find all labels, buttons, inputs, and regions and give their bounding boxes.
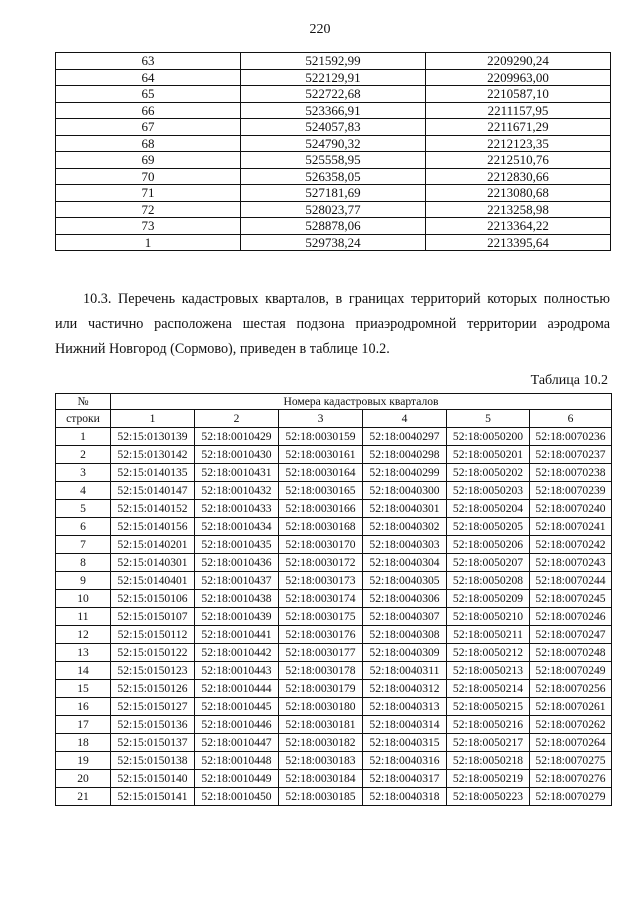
- cadastral-number-cell: 52:18:0040318: [363, 788, 447, 806]
- cadastral-number-cell: 52:18:0010430: [195, 446, 279, 464]
- coord-x-cell: 522722,68: [241, 86, 426, 103]
- table-subheader-row: [56, 410, 612, 428]
- row-number-cell: 13: [56, 644, 111, 662]
- table-row: [56, 518, 612, 536]
- cadastral-number-cell: 52:18:0030164: [279, 464, 363, 482]
- cadastral-number-cell: 52:18:0040298: [363, 446, 447, 464]
- row-number-cell: 17: [56, 716, 111, 734]
- table-row: [56, 536, 612, 554]
- table-row: [56, 770, 612, 788]
- row-number-cell: 10: [56, 590, 111, 608]
- cadastral-number-cell: 52:18:0070240: [530, 500, 612, 518]
- header-col-5: 5: [447, 410, 530, 428]
- table-row: [56, 572, 612, 590]
- row-number-cell: 16: [56, 698, 111, 716]
- cadastral-number-cell: 52:18:0050204: [447, 500, 530, 518]
- cadastral-number-cell: 52:18:0010450: [195, 788, 279, 806]
- table-row: [56, 662, 612, 680]
- cadastral-number-cell: 52:18:0030185: [279, 788, 363, 806]
- cadastral-number-cell: 52:18:0050218: [447, 752, 530, 770]
- cadastral-number-cell: 52:18:0040307: [363, 608, 447, 626]
- cadastral-number-cell: 52:18:0050209: [447, 590, 530, 608]
- coord-row: [56, 218, 611, 235]
- coord-point-cell: 68: [56, 135, 241, 152]
- cadastral-number-cell: 52:15:0150112: [111, 626, 195, 644]
- cadastral-number-cell: 52:18:0050223: [447, 788, 530, 806]
- cadastral-number-cell: 52:18:0070239: [530, 482, 612, 500]
- coord-point-cell: 71: [56, 185, 241, 202]
- row-number-cell: 20: [56, 770, 111, 788]
- cadastral-number-cell: 52:18:0040297: [363, 428, 447, 446]
- table-row: [56, 752, 612, 770]
- cadastral-number-cell: 52:15:0130142: [111, 446, 195, 464]
- cadastral-number-cell: 52:18:0010448: [195, 752, 279, 770]
- cadastral-number-cell: 52:15:0140201: [111, 536, 195, 554]
- header-col-2: 2: [195, 410, 279, 428]
- cadastral-number-cell: 52:18:0040300: [363, 482, 447, 500]
- row-number-cell: 18: [56, 734, 111, 752]
- coord-y-cell: 2211671,29: [426, 119, 611, 136]
- coord-row: [56, 201, 611, 218]
- header-col-3: 3: [279, 410, 363, 428]
- coord-y-cell: 2209290,24: [426, 53, 611, 70]
- cadastral-number-cell: 52:18:0070276: [530, 770, 612, 788]
- cadastral-number-cell: 52:18:0030166: [279, 500, 363, 518]
- coord-y-cell: 2210587,10: [426, 86, 611, 103]
- cadastral-number-cell: 52:15:0140301: [111, 554, 195, 572]
- cadastral-number-cell: 52:18:0050215: [447, 698, 530, 716]
- cadastral-number-cell: 52:18:0030177: [279, 644, 363, 662]
- coord-x-cell: 521592,99: [241, 53, 426, 70]
- cadastral-number-cell: 52:15:0150127: [111, 698, 195, 716]
- cadastral-number-cell: 52:18:0010429: [195, 428, 279, 446]
- cadastral-number-cell: 52:18:0040303: [363, 536, 447, 554]
- cadastral-number-cell: 52:18:0050216: [447, 716, 530, 734]
- header-col-1: 1: [111, 410, 195, 428]
- header-num-bottom: строки: [56, 410, 111, 428]
- cadastral-number-cell: 52:18:0030179: [279, 680, 363, 698]
- cadastral-number-cell: 52:18:0050217: [447, 734, 530, 752]
- coord-point-cell: 72: [56, 201, 241, 218]
- cadastral-number-cell: 52:18:0040316: [363, 752, 447, 770]
- cadastral-number-cell: 52:18:0040313: [363, 698, 447, 716]
- cadastral-number-cell: 52:18:0040302: [363, 518, 447, 536]
- table-row: [56, 734, 612, 752]
- coord-y-cell: 2212510,76: [426, 152, 611, 169]
- row-number-cell: 4: [56, 482, 111, 500]
- cadastral-number-cell: 52:18:0070264: [530, 734, 612, 752]
- cadastral-number-cell: 52:18:0050213: [447, 662, 530, 680]
- cadastral-number-cell: 52:18:0010442: [195, 644, 279, 662]
- cadastral-number-cell: 52:18:0040309: [363, 644, 447, 662]
- cadastral-number-cell: 52:18:0010435: [195, 536, 279, 554]
- cadastral-number-cell: 52:18:0070246: [530, 608, 612, 626]
- cadastral-number-cell: 52:18:0050212: [447, 644, 530, 662]
- cadastral-number-cell: 52:18:0050211: [447, 626, 530, 644]
- cadastral-number-cell: 52:18:0040308: [363, 626, 447, 644]
- cadastral-number-cell: 52:15:0140152: [111, 500, 195, 518]
- cadastral-number-cell: 52:18:0050202: [447, 464, 530, 482]
- cadastral-number-cell: 52:15:0150126: [111, 680, 195, 698]
- cadastral-number-cell: 52:18:0010446: [195, 716, 279, 734]
- coord-x-cell: 522129,91: [241, 69, 426, 86]
- cadastral-number-cell: 52:18:0010438: [195, 590, 279, 608]
- coord-point-cell: 63: [56, 53, 241, 70]
- row-number-cell: 21: [56, 788, 111, 806]
- table-row: [56, 644, 612, 662]
- cadastral-number-cell: 52:18:0070243: [530, 554, 612, 572]
- cadastral-number-cell: 52:18:0010437: [195, 572, 279, 590]
- cadastral-number-cell: 52:18:0070236: [530, 428, 612, 446]
- cadastral-number-cell: 52:15:0150122: [111, 644, 195, 662]
- cadastral-number-cell: 52:15:0150140: [111, 770, 195, 788]
- cadastral-number-cell: 52:18:0030175: [279, 608, 363, 626]
- coord-y-cell: 2213258,98: [426, 201, 611, 218]
- table-row: [56, 788, 612, 806]
- cadastral-number-cell: 52:18:0010444: [195, 680, 279, 698]
- coord-y-cell: 2212830,66: [426, 168, 611, 185]
- cadastral-number-cell: 52:18:0040299: [363, 464, 447, 482]
- cadastral-number-cell: 52:18:0050208: [447, 572, 530, 590]
- table-row: [56, 590, 612, 608]
- row-number-cell: 2: [56, 446, 111, 464]
- cadastral-number-cell: 52:15:0150136: [111, 716, 195, 734]
- header-group: Номера кадастровых кварталов: [111, 394, 612, 410]
- cadastral-number-cell: 52:18:0010441: [195, 626, 279, 644]
- coord-x-cell: 526358,05: [241, 168, 426, 185]
- cadastral-number-cell: 52:18:0070249: [530, 662, 612, 680]
- cadastral-number-cell: 52:18:0030174: [279, 590, 363, 608]
- cadastral-number-cell: 52:15:0150138: [111, 752, 195, 770]
- cadastral-number-cell: 52:18:0010443: [195, 662, 279, 680]
- cadastral-number-cell: 52:18:0040306: [363, 590, 447, 608]
- row-number-cell: 11: [56, 608, 111, 626]
- table-row: [56, 446, 612, 464]
- cadastral-number-cell: 52:18:0030161: [279, 446, 363, 464]
- cadastral-number-cell: 52:18:0010431: [195, 464, 279, 482]
- cadastral-number-cell: 52:18:0070256: [530, 680, 612, 698]
- cadastral-table-body: [56, 428, 612, 806]
- coordinates-table: [55, 52, 611, 251]
- paragraph-10-3: 10.3. Перечень кадастровых кварталов, в границах территорий которых полностью или частично расположена шестая подзона приаэродромной территории аэродрома Нижний Новгород (Сормово), приведен в таблице 10.2.: [55, 291, 610, 357]
- coord-point-cell: 67: [56, 119, 241, 136]
- cadastral-number-cell: 52:15:0150107: [111, 608, 195, 626]
- coord-row: [56, 86, 611, 103]
- cadastral-number-cell: 52:18:0010432: [195, 482, 279, 500]
- coord-y-cell: 2213395,64: [426, 234, 611, 251]
- row-number-cell: 5: [56, 500, 111, 518]
- coord-point-cell: 65: [56, 86, 241, 103]
- cadastral-number-cell: 52:18:0040304: [363, 554, 447, 572]
- coord-row: [56, 234, 611, 251]
- header-num-top: №: [56, 394, 111, 410]
- row-number-cell: 6: [56, 518, 111, 536]
- header-col-4: 4: [363, 410, 447, 428]
- cadastral-number-cell: 52:15:0150123: [111, 662, 195, 680]
- cadastral-number-cell: 52:18:0030168: [279, 518, 363, 536]
- coord-x-cell: 525558,95: [241, 152, 426, 169]
- cadastral-number-cell: 52:18:0010449: [195, 770, 279, 788]
- table-row: [56, 500, 612, 518]
- table-row: [56, 626, 612, 644]
- coord-y-cell: 2212123,35: [426, 135, 611, 152]
- cadastral-number-cell: 52:18:0010436: [195, 554, 279, 572]
- coord-x-cell: 529738,24: [241, 234, 426, 251]
- cadastral-number-cell: 52:18:0050207: [447, 554, 530, 572]
- cadastral-number-cell: 52:18:0040317: [363, 770, 447, 788]
- cadastral-number-cell: 52:18:0030178: [279, 662, 363, 680]
- coord-point-cell: 70: [56, 168, 241, 185]
- table-row: [56, 716, 612, 734]
- cadastral-number-cell: 52:18:0010447: [195, 734, 279, 752]
- cadastral-number-cell: 52:18:0030172: [279, 554, 363, 572]
- coord-row: [56, 119, 611, 136]
- row-number-cell: 3: [56, 464, 111, 482]
- cadastral-number-cell: 52:18:0040314: [363, 716, 447, 734]
- cadastral-number-cell: 52:18:0040315: [363, 734, 447, 752]
- cadastral-number-cell: 52:18:0050200: [447, 428, 530, 446]
- coord-x-cell: 528878,06: [241, 218, 426, 235]
- cadastral-number-cell: 52:18:0070242: [530, 536, 612, 554]
- header-col-6: 6: [530, 410, 612, 428]
- row-number-cell: 8: [56, 554, 111, 572]
- row-number-cell: 14: [56, 662, 111, 680]
- coord-row: [56, 185, 611, 202]
- cadastral-number-cell: 52:18:0030181: [279, 716, 363, 734]
- cadastral-number-cell: 52:18:0070275: [530, 752, 612, 770]
- cadastral-number-cell: 52:18:0010439: [195, 608, 279, 626]
- cadastral-number-cell: 52:15:0140135: [111, 464, 195, 482]
- cadastral-number-cell: 52:18:0070279: [530, 788, 612, 806]
- coord-row: [56, 69, 611, 86]
- cadastral-number-cell: 52:18:0070248: [530, 644, 612, 662]
- cadastral-number-cell: 52:15:0140147: [111, 482, 195, 500]
- cadastral-number-cell: 52:18:0030184: [279, 770, 363, 788]
- cadastral-number-cell: 52:18:0070262: [530, 716, 612, 734]
- coord-y-cell: 2211157,95: [426, 102, 611, 119]
- row-number-cell: 1: [56, 428, 111, 446]
- cadastral-number-cell: 52:18:0030165: [279, 482, 363, 500]
- coord-y-cell: 2213364,22: [426, 218, 611, 235]
- cadastral-number-cell: 52:18:0070247: [530, 626, 612, 644]
- coord-row: [56, 168, 611, 185]
- cadastral-number-cell: 52:18:0040301: [363, 500, 447, 518]
- coord-x-cell: 524057,83: [241, 119, 426, 136]
- cadastral-number-cell: 52:18:0050205: [447, 518, 530, 536]
- cadastral-number-cell: 52:18:0070245: [530, 590, 612, 608]
- table-row: [56, 482, 612, 500]
- cadastral-number-cell: 52:18:0050206: [447, 536, 530, 554]
- coord-row: [56, 135, 611, 152]
- cadastral-number-cell: 52:15:0150137: [111, 734, 195, 752]
- coordinates-table-body: [56, 53, 611, 251]
- row-number-cell: 12: [56, 626, 111, 644]
- table-row: [56, 608, 612, 626]
- coord-point-cell: 64: [56, 69, 241, 86]
- cadastral-number-cell: 52:15:0150141: [111, 788, 195, 806]
- cadastral-number-cell: 52:18:0050201: [447, 446, 530, 464]
- coord-point-cell: 66: [56, 102, 241, 119]
- cadastral-number-cell: 52:18:0010434: [195, 518, 279, 536]
- table-row: [56, 680, 612, 698]
- cadastral-number-cell: 52:15:0150106: [111, 590, 195, 608]
- coord-x-cell: 527181,69: [241, 185, 426, 202]
- cadastral-number-cell: 52:18:0040305: [363, 572, 447, 590]
- coord-x-cell: 528023,77: [241, 201, 426, 218]
- table-row: [56, 554, 612, 572]
- table-row: [56, 428, 612, 446]
- coord-x-cell: 524790,32: [241, 135, 426, 152]
- row-number-cell: 7: [56, 536, 111, 554]
- cadastral-number-cell: 52:18:0030182: [279, 734, 363, 752]
- table-row: [56, 464, 612, 482]
- cadastral-number-cell: 52:15:0130139: [111, 428, 195, 446]
- table-row: [56, 698, 612, 716]
- coord-point-cell: 1: [56, 234, 241, 251]
- cadastral-number-cell: 52:18:0030159: [279, 428, 363, 446]
- table-header-row: [56, 394, 612, 410]
- cadastral-number-cell: 52:18:0030183: [279, 752, 363, 770]
- cadastral-number-cell: 52:18:0050203: [447, 482, 530, 500]
- coord-row: [56, 102, 611, 119]
- cadastral-number-cell: 52:18:0040311: [363, 662, 447, 680]
- row-number-cell: 19: [56, 752, 111, 770]
- cadastral-number-cell: 52:18:0030176: [279, 626, 363, 644]
- coord-row: [56, 152, 611, 169]
- cadastral-number-cell: 52:18:0070237: [530, 446, 612, 464]
- coord-x-cell: 523366,91: [241, 102, 426, 119]
- cadastral-number-cell: 52:18:0050219: [447, 770, 530, 788]
- cadastral-number-cell: 52:15:0140156: [111, 518, 195, 536]
- row-number-cell: 9: [56, 572, 111, 590]
- cadastral-number-cell: 52:18:0070244: [530, 572, 612, 590]
- cadastral-number-cell: 52:18:0070241: [530, 518, 612, 536]
- cadastral-number-cell: 52:18:0040312: [363, 680, 447, 698]
- page-number: 220: [309, 22, 331, 37]
- cadastral-number-cell: 52:18:0010445: [195, 698, 279, 716]
- cadastral-number-cell: 52:18:0050214: [447, 680, 530, 698]
- coord-row: [56, 53, 611, 70]
- cadastral-number-cell: 52:18:0030180: [279, 698, 363, 716]
- coord-point-cell: 73: [56, 218, 241, 235]
- coord-point-cell: 69: [56, 152, 241, 169]
- coord-y-cell: 2213080,68: [426, 185, 611, 202]
- cadastral-number-cell: 52:18:0030173: [279, 572, 363, 590]
- cadastral-number-cell: 52:18:0070238: [530, 464, 612, 482]
- cadastral-number-cell: 52:15:0140401: [111, 572, 195, 590]
- coord-y-cell: 2209963,00: [426, 69, 611, 86]
- cadastral-number-cell: 52:18:0070261: [530, 698, 612, 716]
- row-number-cell: 15: [56, 680, 111, 698]
- cadastral-number-cell: 52:18:0030170: [279, 536, 363, 554]
- table-caption: Таблица 10.2: [530, 373, 608, 388]
- cadastral-number-cell: 52:18:0010433: [195, 500, 279, 518]
- cadastral-quarters-table: [55, 393, 612, 806]
- cadastral-number-cell: 52:18:0050210: [447, 608, 530, 626]
